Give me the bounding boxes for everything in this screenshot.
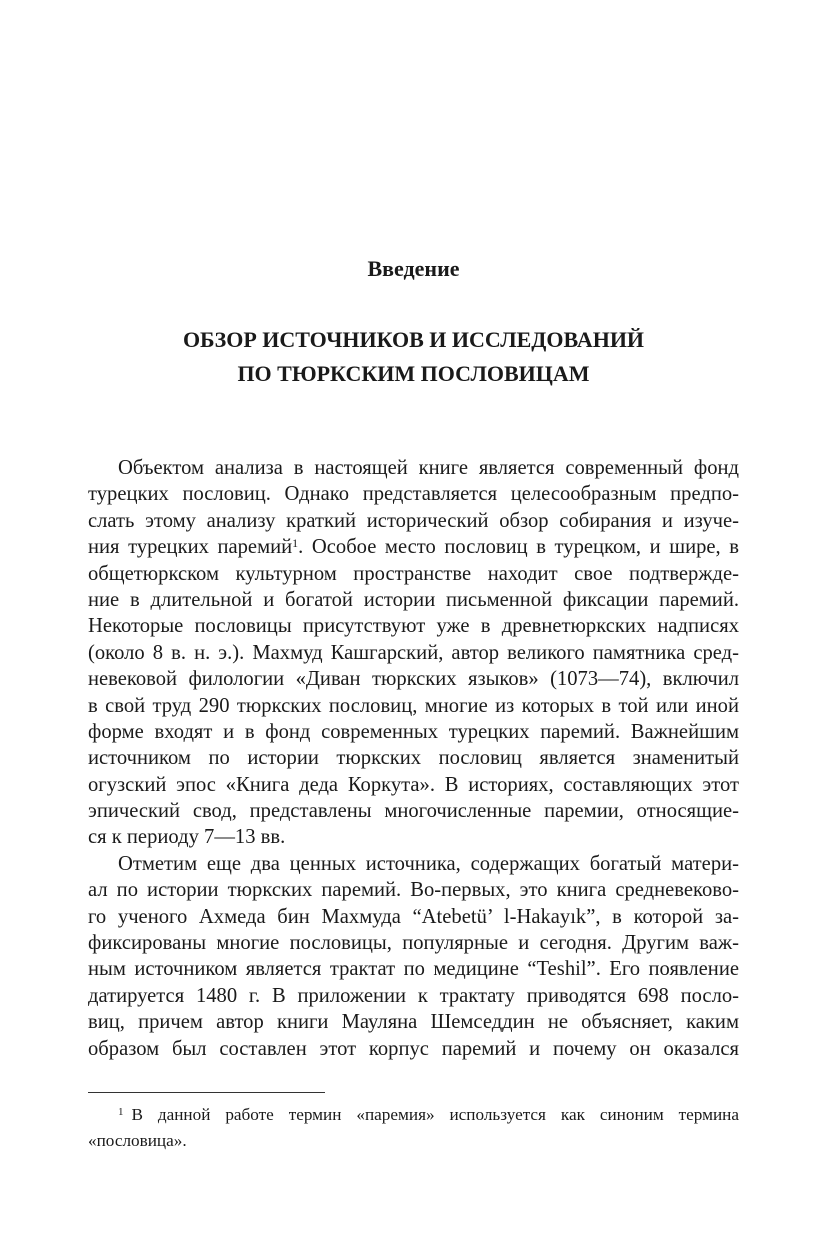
section-title-line: ОБЗОР ИСТОЧНИКОВ И ИССЛЕДОВАНИЙ — [182, 327, 645, 352]
text-line: общетюркском культурном пространстве находит свое подтвержде- — [88, 562, 739, 585]
footnote-divider — [88, 1092, 325, 1093]
text-line: (около 8 в. н. э.). Махмуд Кашгарский, автор великого памятника сред- — [88, 641, 739, 664]
text-line: слать этому анализу краткий исторический обзор собирания и изуче- — [88, 509, 739, 532]
footnote-reference[interactable]: 1 — [292, 536, 299, 551]
section-title-line: ПО ТЮРКСКИМ ПОСЛОВИЦАМ — [237, 361, 590, 386]
text-line: виц, причем автор книги Мауляна Шемседдин не объясняет, каким — [88, 1011, 739, 1034]
text-line: фиксированы многие пословицы, популярные и сегодня. Другим важ- — [88, 932, 739, 955]
text-line: огузский эпос «Книга деда Коркута». В историях, составляющих этот — [88, 773, 739, 796]
footnote-marker: 1 — [118, 1106, 124, 1118]
footnote — [88, 1102, 739, 1154]
footnote-line: «пословица». — [88, 1131, 187, 1150]
text-line: образом был составлен этот корпус паремий и почему он оказался — [88, 1037, 739, 1060]
text-line: источником по истории тюркских пословиц является знаменитый — [88, 747, 739, 770]
text-line: ние в длительной и богатой истории письменной фиксации паремий. — [88, 588, 739, 611]
text-line: датируется 1480 г. В приложении к трактату приводятся 698 посло- — [88, 984, 739, 1007]
text-line: в свой труд 290 тюркских пословиц, многие из которых в той или иной — [88, 694, 739, 717]
text-line: ал по истории тюркских паремий. Во-первых, это книга средневеково- — [88, 879, 739, 902]
text-line: турецких пословиц. Однако представляется целесообразным предпо- — [88, 483, 739, 506]
text-line — [88, 534, 739, 560]
text-line: го ученого Ахмеда бин Махмуда “Atebetü’ l-Hakayık”, в которой за- — [88, 905, 739, 928]
text-line: ся к периоду 7—13 вв. — [88, 826, 286, 849]
text-line: эпический свод, представлены многочисленные паремии, относящие- — [88, 800, 739, 823]
text-fragment: . Особое место пословиц в турецком, и шире, в — [298, 536, 740, 559]
chapter-title: Введение — [367, 256, 460, 281]
paragraph-1 — [88, 455, 739, 851]
text-line: форме входят и в фонд современных турецких паремий. Важнейшим — [88, 720, 739, 743]
footnote-text: В данной работе термин «паремия» используется как синоним термина — [131, 1105, 739, 1124]
text-line: Некоторые пословицы присутствуют уже в древнетюркских надписях — [88, 615, 739, 638]
text-line: ным источником является трактат по медицине “Teshil”. Его появление — [88, 958, 739, 981]
paragraph-2 — [88, 851, 739, 1062]
text-fragment: ния турецких паремий — [88, 536, 293, 559]
section-title — [0, 323, 827, 391]
text-line: Объектом анализа в настоящей книге является современный фонд — [118, 457, 739, 479]
text-line: Отметим еще два ценных источника, содержащих богатый матери- — [118, 852, 739, 875]
footnote-line — [88, 1102, 739, 1128]
text-line: невековой филологии «Диван тюркских языков» (1073—74), включил — [88, 668, 739, 691]
body-text — [88, 455, 739, 1062]
